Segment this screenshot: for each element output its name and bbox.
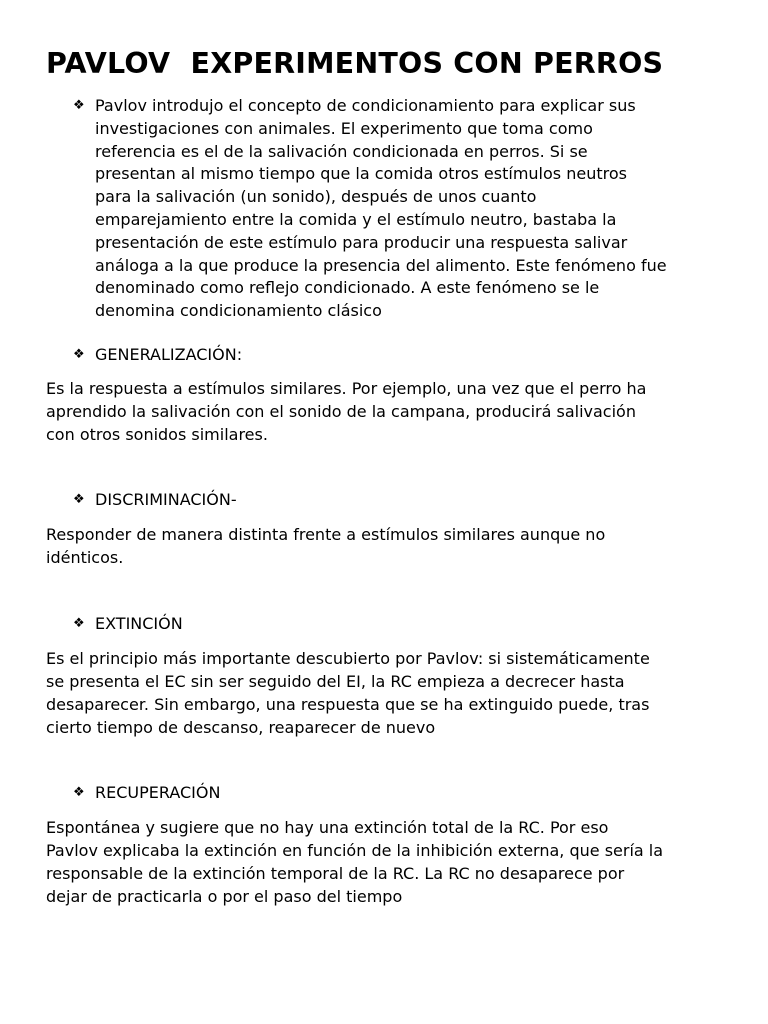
diamond-bullet-icon: ❖ <box>73 98 85 113</box>
section-heading-text: GENERALIZACIÓN: <box>95 345 243 364</box>
intro-paragraph <box>95 95 735 323</box>
section-body-recuperacion <box>46 816 736 908</box>
intro-line: para la salivación (un sonido), después de unos cuanto <box>95 187 537 207</box>
body-line: desaparecer. Sin embargo, una respuesta que se ha extinguido puede, tras <box>46 695 650 714</box>
intro-line: Pavlov introdujo el concepto de condicionamiento para explicar sus <box>95 96 636 115</box>
intro-line: presentación de este estímulo para producir una respuesta salivar <box>95 232 628 252</box>
section-body-extincion <box>46 647 736 739</box>
section-body-generalizacion <box>46 377 736 446</box>
intro-line: investigaciones con animales. El experimento que toma como <box>95 118 593 138</box>
section-heading-text: DISCRIMINACIÓN- <box>95 490 237 509</box>
body-line: con otros sonidos similares. <box>46 425 268 444</box>
diamond-bullet-icon: ❖ <box>73 492 85 507</box>
body-line: aprendido la salivación con el sonido de la campana, producirá salivación <box>46 402 636 421</box>
intro-line: presentan al mismo tiempo que la comida otros estímulos neutros <box>95 164 627 184</box>
diamond-bullet-icon: ❖ <box>73 785 85 800</box>
page-title: PAVLOV EXPERIMENTOS CON PERROS <box>46 47 664 80</box>
body-line: se presenta el EC sin ser seguido del EI, la RC empieza a decrecer hasta <box>46 672 625 691</box>
body-line: idénticos. <box>46 548 124 567</box>
intro-line: denominado como reflejo condicionado. A este fenómeno se le <box>95 278 600 298</box>
body-line: Es la respuesta a estímulos similares. Por ejemplo, una vez que el perro ha <box>46 379 647 398</box>
intro-line: denomina condicionamiento clásico <box>95 301 382 321</box>
section-heading-text: EXTINCIÓN <box>95 614 183 633</box>
body-line: Espontánea y sugiere que no hay una extinción total de la RC. Por eso <box>46 818 609 837</box>
body-line: responsable de la extinción temporal de la RC. La RC no desaparece por <box>46 864 625 883</box>
body-line: Pavlov explicaba la extinción en función de la inhibición externa, que sería la <box>46 841 664 860</box>
body-line: Responder de manera distinta frente a estímulos similares aunque no <box>46 525 606 544</box>
diamond-bullet-icon: ❖ <box>73 616 85 631</box>
intro-line: emparejamiento entre la comida y el estímulo neutro, bastaba la <box>95 209 617 229</box>
body-line: Es el principio más importante descubierto por Pavlov: si sistemáticamente <box>46 649 650 668</box>
intro-line: referencia es el de la salivación condicionada en perros. Si se <box>95 141 588 161</box>
intro-line: análoga a la que produce la presencia del alimento. Este fenómeno fue <box>95 255 667 275</box>
section-heading-text: RECUPERACIÓN <box>95 783 221 802</box>
section-body-discriminacion <box>46 523 736 569</box>
diamond-bullet-icon: ❖ <box>73 347 85 362</box>
body-line: cierto tiempo de descanso, reaparecer de nuevo <box>46 718 436 737</box>
body-line: dejar de practicarla o por el paso del tiempo <box>46 887 403 906</box>
